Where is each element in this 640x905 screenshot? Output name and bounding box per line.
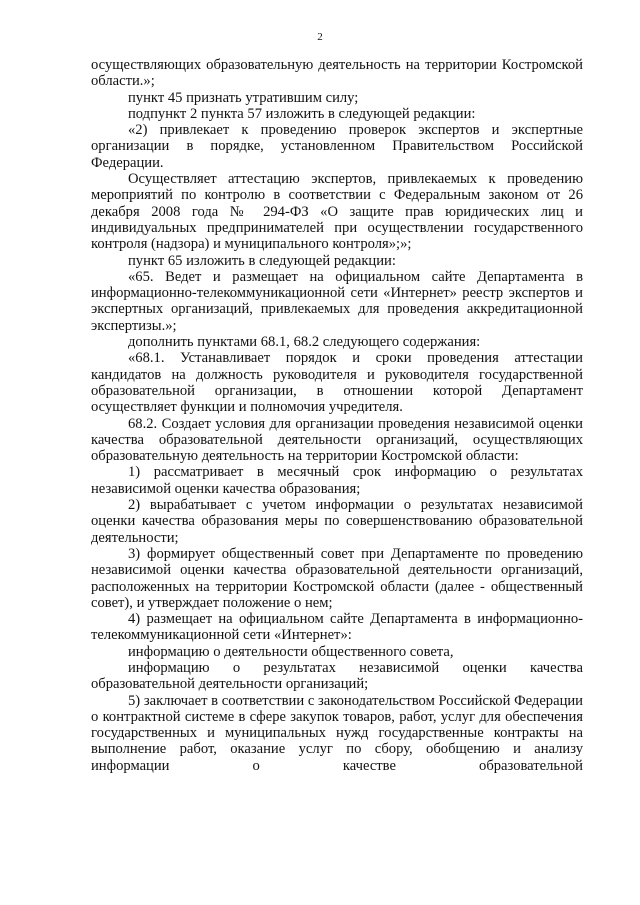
- paragraph-10: 68.2. Создает условия для организации проведения независимой оценки качества образовательной деятельности организаций, осуществляющих образовательную деятельность на территории Костромской области:: [91, 415, 583, 465]
- paragraph-14: 4) размещает на официальном сайте Департамента в информационно-телекоммуникационной сети «Интернет»:: [91, 611, 583, 644]
- paragraph-3: подпункт 2 пункта 57 изложить в следующей редакции:: [128, 105, 476, 122]
- paragraph-11: 1) рассматривает в месячный срок информацию о результатах независимой оценки качества образования;: [91, 464, 583, 497]
- paragraph-16: информацию о результатах независимой оценки качества образовательной деятельности организаций;: [91, 659, 583, 693]
- paragraph-7: «65. Ведет и размещает на официальном сайте Департамента в информационно-телекоммуникационной сети «Интернет» реестр экспертов и экспертных организаций, привлекаемых для проведения аккредитационной экспертизы.»;: [91, 268, 583, 334]
- paragraph-15: информацию о деятельности общественного совета,: [128, 643, 454, 660]
- paragraph-1: осуществляющих образовательную деятельность на территории Костромской области.»;: [91, 57, 583, 90]
- paragraph-2: пункт 45 признать утратившим силу;: [128, 89, 359, 106]
- paragraph-4: «2) привлекает к проведению проверок экспертов и экспертные организации в порядке, установленном Правительством Российской Федерации.: [91, 122, 583, 171]
- paragraph-6: пункт 65 изложить в следующей редакции:: [128, 252, 396, 269]
- page-number: 2: [317, 31, 323, 43]
- paragraph-9: «68.1. Устанавливает порядок и сроки проведения аттестации кандидатов на должность руководителя и руководителя государственной образовательной организации, в отношении которой Департамент осуществляет функции и полномочия учредителя.: [91, 350, 583, 416]
- document-body: [91, 57, 583, 774]
- paragraph-8: дополнить пунктами 68.1, 68.2 следующего содержания:: [128, 334, 481, 351]
- paragraph-5: Осуществляет аттестацию экспертов, привлекаемых к проведению мероприятий по контролю в соответствии с Федеральным законом от 26 декабря 2008 года № 294-ФЗ «О защите прав юридических лиц и индивидуальных предпринимателей при осуществлении государственного контроля (надзора) и муниципального контроля»;»;: [91, 171, 583, 253]
- paragraph-17: 5) заключает в соответствии с законодательством Российской Федерации о контрактной системе в сфере закупок товаров, работ, услуг для обеспечения государственных и муниципальных нужд государственные контракты на выполнение работ, оказание услуг по сбору, обобщению и анализу информации о качестве образовательной: [91, 692, 583, 774]
- paragraph-13: 3) формирует общественный совет при Департаменте по проведению независимой оценки качества образовательной деятельности организаций, расположенных на территории Костромской области (далее - общественный совет), и утверждает положение о нем;: [91, 545, 583, 611]
- paragraph-12: 2) вырабатывает с учетом информации о результатах независимой оценки качества образования меры по совершенствованию образовательной деятельности;: [91, 497, 583, 546]
